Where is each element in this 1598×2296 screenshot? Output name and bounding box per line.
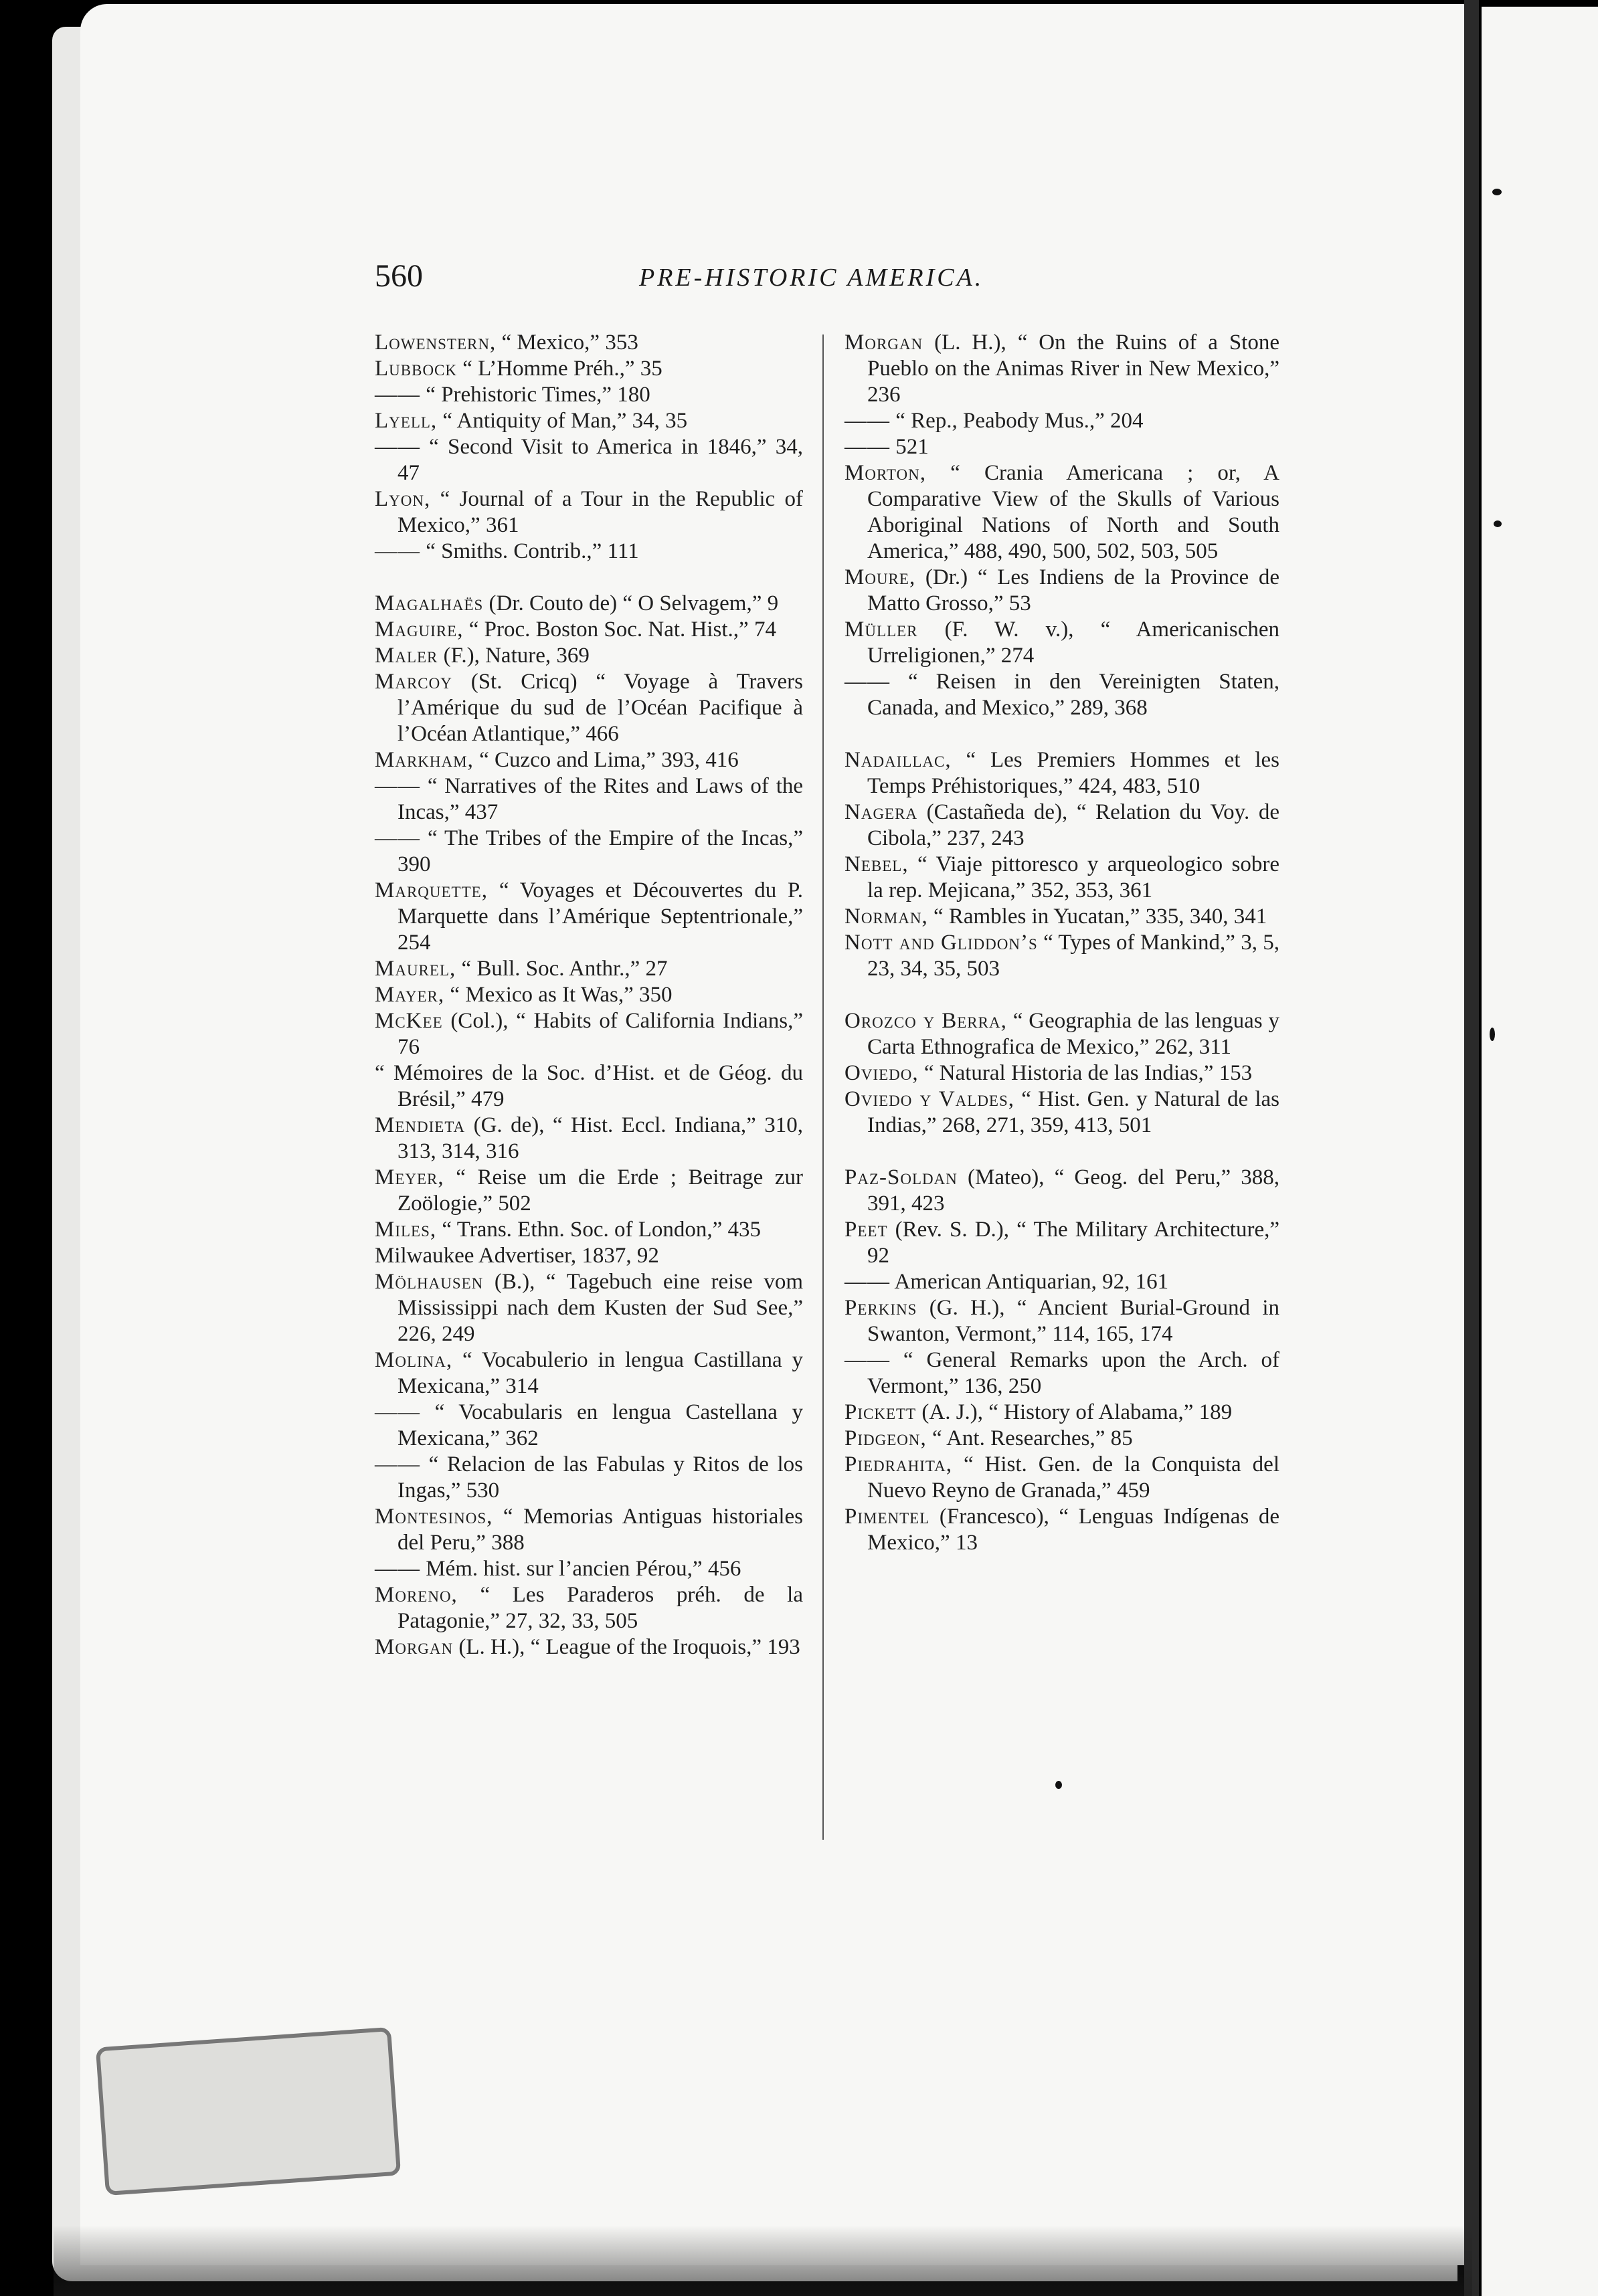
entry-text: “ Hist. Gen. y Natural de las Indias,” 268, 271, 359, 413, 501 <box>867 1087 1280 1137</box>
index-entry <box>375 1556 803 1582</box>
index-entry <box>845 930 1279 982</box>
index-entry <box>375 1217 803 1243</box>
entry-text: (A. J.), “ History of Alabama,” 189 <box>921 1400 1233 1424</box>
index-entry <box>375 356 803 382</box>
entry-author: —— <box>375 774 420 798</box>
entry-text: “ Rep., Peabody Mus.,” 204 <box>895 409 1144 433</box>
entry-author: Markham, <box>375 748 474 772</box>
index-entry <box>845 1426 1279 1452</box>
entry-author: Oviedo y Valdes, <box>845 1087 1015 1111</box>
entry-text: (L. H.), “ League of the Iroquois,” 193 <box>458 1635 800 1659</box>
entry-text: American Antiquarian, 92, 161 <box>894 1270 1169 1294</box>
entry-author: Lowenstern, <box>375 330 497 355</box>
index-entry <box>845 1295 1279 1347</box>
index-entry <box>845 1165 1279 1217</box>
entry-text: (B.), “ Tagebuch eine reise vom Mississippi nach dem Kusten der Sud See,” 226, 249 <box>397 1270 803 1346</box>
index-entry <box>375 617 803 643</box>
entry-text: “ Prehistoric Times,” 180 <box>426 383 650 407</box>
entry-text: “ Cuzco and Lima,” 393, 416 <box>479 748 739 772</box>
index-entry <box>845 669 1279 721</box>
index-entry <box>845 799 1279 852</box>
entry-text: “ Natural Historia de las Indias,” 153 <box>923 1061 1253 1085</box>
entry-text: “ Mexico as It Was,” 350 <box>450 983 673 1007</box>
index-entry <box>845 434 1279 460</box>
entry-text: “ Bull. Soc. Anthr.,” 27 <box>461 957 668 981</box>
entry-author: Mendieta <box>375 1113 466 1137</box>
entry-text: “ Memorias Antiguas historiales del Peru,” 388 <box>397 1505 803 1555</box>
entry-text: “ Hist. Gen. de la Conquista del Nuevo Reyno de Granada,” 459 <box>867 1452 1279 1503</box>
index-entry <box>375 1113 803 1165</box>
index-entry <box>845 1060 1279 1086</box>
entry-text: “ Crania Americana ; or, A Comparative View of the Skulls of Various Aboriginal Nations of North and South America,” 488, 490, 500, 502, 503, 505 <box>867 461 1279 563</box>
entry-text: “ Les Paraderos préh. de la Patagonie,” 27, 32, 33, 505 <box>397 1583 803 1633</box>
entry-author: McKee <box>375 1009 443 1033</box>
index-entry <box>845 330 1279 408</box>
entry-text: “ Types of Mankind,” 3, 5, 23, 34, 35, 503 <box>867 931 1280 981</box>
entry-text: “ Relacion de las Fabulas y Ritos de los Ingas,” 530 <box>397 1452 803 1503</box>
column-divider <box>822 334 824 1840</box>
index-entry <box>845 1400 1279 1426</box>
entry-author: Mölhausen <box>375 1270 484 1294</box>
index-entry <box>845 1452 1279 1504</box>
page-number: 560 <box>375 258 423 294</box>
leaf-mark <box>1492 189 1502 195</box>
entry-author: Orozco y Berra, <box>845 1009 1007 1033</box>
index-entry <box>845 408 1279 434</box>
entry-text: “ Mémoires de la Soc. d’Hist. et de Géog. du Brésil,” 479 <box>375 1061 803 1111</box>
entry-author: Marcoy <box>375 670 452 694</box>
entry-author: Pidgeon, <box>845 1426 927 1450</box>
entry-author: Morgan <box>375 1635 454 1659</box>
index-entry <box>375 1634 803 1660</box>
index-entry <box>375 1243 803 1269</box>
entry-text: “ Proc. Boston Soc. Nat. Hist.,” 74 <box>468 617 776 642</box>
page-title: PRE-HISTORIC AMERICA. <box>639 264 984 292</box>
entry-text: “ Reise um die Erde ; Beitrage zur Zoölogie,” 502 <box>397 1165 804 1216</box>
index-entry <box>375 643 803 669</box>
index-entry <box>375 434 803 486</box>
entry-text: 521 <box>895 435 929 459</box>
index-entry <box>845 1347 1279 1400</box>
entry-text: “ Narratives of the Rites and Laws of the Incas,” 437 <box>397 774 804 824</box>
index-entry <box>845 565 1279 617</box>
index-entry <box>375 1504 803 1556</box>
entry-text: “ Trans. Ethn. Soc. of London,” 435 <box>442 1218 762 1242</box>
next-leaf <box>1482 7 1598 2296</box>
entry-text: “ Vocabulerio in lengua Castillana y Mexicana,” 314 <box>397 1348 803 1398</box>
index-entry <box>845 1504 1279 1556</box>
index-entry <box>845 1269 1279 1295</box>
entry-author: Moure, <box>845 565 916 589</box>
index-entry <box>375 669 803 747</box>
entry-author: Mayer, <box>375 983 445 1007</box>
index-entry <box>375 1008 803 1060</box>
index-entry <box>375 747 803 773</box>
entry-author: —— <box>375 383 420 407</box>
entry-text: “ Reisen in den Vereinigten Staten, Canada, and Mexico,” 289, 368 <box>867 670 1279 720</box>
entry-author: Peet <box>845 1218 888 1242</box>
entry-text: “ Rambles in Yucatan,” 335, 340, 341 <box>933 904 1267 929</box>
entry-text: (Dr.) “ Les Indiens de la Province de Matto Grosso,” 53 <box>867 565 1279 615</box>
index-entry <box>845 460 1279 565</box>
entry-author: Nebel, <box>845 852 909 876</box>
entry-text: (Francesco), “ Lenguas Indígenas de Mexico,” 13 <box>867 1505 1280 1555</box>
index-entry <box>845 1217 1279 1269</box>
index-entry <box>375 1269 803 1347</box>
fore-edge <box>1464 0 1479 2296</box>
index-entry <box>375 382 803 408</box>
entry-text: (F. W. v.), “ Americanischen Urreligionen,” 274 <box>867 617 1280 668</box>
entry-author: Marquette, <box>375 878 488 902</box>
entry-author: Magalhaës <box>375 591 484 615</box>
entry-text: “ Antiquity of Man,” 34, 35 <box>442 409 688 433</box>
index-entry <box>845 747 1279 799</box>
index-entry <box>375 956 803 982</box>
index-entry <box>845 852 1279 904</box>
entry-author: Pimentel <box>845 1505 930 1529</box>
entry-author: —— <box>845 670 890 694</box>
entry-text: “ Mexico,” 353 <box>501 330 638 355</box>
index-entry <box>375 1060 803 1113</box>
entry-text: (F.), Nature, 369 <box>443 644 590 668</box>
entry-author: —— <box>375 435 420 459</box>
index-entry <box>375 878 803 956</box>
index-entry <box>845 1008 1279 1060</box>
entry-text: “ Vocabularis en lengua Castellana y Mexicana,” 362 <box>397 1400 804 1450</box>
entry-author: Morgan <box>845 330 923 355</box>
entry-author: Maurel, <box>375 957 456 981</box>
index-entry <box>375 591 803 617</box>
entry-author: —— <box>845 1270 890 1294</box>
entry-text: “ Voyages et Découvertes du P. Marquette dans l’Amérique Septentrionale,” 254 <box>397 878 804 955</box>
index-entry <box>375 330 803 356</box>
entry-author: Lyon, <box>375 487 431 511</box>
entry-text: (G. de), “ Hist. Eccl. Indiana,” 310, 313, 314, 316 <box>397 1113 803 1163</box>
entry-text: (Rev. S. D.), “ The Military Architecture,” 92 <box>867 1218 1280 1268</box>
index-column-right <box>845 330 1279 1556</box>
entry-text: Mém. hist. sur l’ancien Pérou,” 456 <box>426 1557 741 1581</box>
entry-author: Morton, <box>845 461 927 485</box>
entry-author: —— <box>845 409 890 433</box>
entry-author: Maler <box>375 644 438 668</box>
entry-text: “ L’Homme Préh.,” 35 <box>462 357 662 381</box>
entry-text: “ Les Premiers Hommes et les Temps Préhistoriques,” 424, 483, 510 <box>867 748 1279 798</box>
entry-text: “ Geographia de las lenguas y Carta Ethnografica de Mexico,” 262, 311 <box>867 1009 1280 1059</box>
index-entry <box>375 408 803 434</box>
ink-dot <box>1055 1781 1062 1789</box>
entry-text: “ Second Visit to America in 1846,” 34, 47 <box>397 435 803 485</box>
index-entry <box>375 539 803 565</box>
entry-author: —— <box>845 435 890 459</box>
index-entry <box>375 1400 803 1452</box>
entry-author: —— <box>375 539 420 563</box>
entry-text: Milwaukee Advertiser, 1837, 92 <box>375 1244 659 1268</box>
index-entry <box>375 1165 803 1217</box>
index-entry <box>375 1582 803 1634</box>
entry-author: Molina, <box>375 1348 453 1372</box>
entry-text: (G. H.), “ Ancient Burial-Ground in Swanton, Vermont,” 114, 165, 174 <box>867 1296 1279 1346</box>
entry-author: Nagera <box>845 800 918 824</box>
entry-author: Pickett <box>845 1400 917 1424</box>
entry-author: Müller <box>845 617 918 642</box>
entry-text: (Castañeda de), “ Relation du Voy. de Cibola,” 237, 243 <box>867 800 1279 850</box>
entry-text: (Dr. Couto de) “ O Selvagem,” 9 <box>489 591 779 615</box>
running-head <box>375 258 1392 298</box>
leaf-mark <box>1490 1028 1495 1041</box>
index-column-left <box>375 330 803 1660</box>
entry-author: —— <box>845 1348 890 1372</box>
entry-author: Moreno, <box>375 1583 458 1607</box>
index-entry <box>375 826 803 878</box>
index-entry <box>375 486 803 539</box>
leaf-mark <box>1494 520 1502 527</box>
index-entry <box>375 1452 803 1504</box>
entry-author: Maguire, <box>375 617 464 642</box>
index-entry <box>375 1347 803 1400</box>
entry-author: Nott and Gliddon’s <box>845 931 1038 955</box>
entry-author: Meyer, <box>375 1165 444 1189</box>
index-entry <box>845 904 1279 930</box>
entry-text: “ Viaje pittoresco y arqueologico sobre la rep. Mejicana,” 352, 353, 361 <box>867 852 1279 902</box>
entry-text: (Col.), “ Habits of California Indians,” 76 <box>397 1009 803 1059</box>
entry-author: Piedrahita, <box>845 1452 952 1476</box>
entry-author: —— <box>375 1400 420 1424</box>
entry-author: Norman, <box>845 904 928 929</box>
entry-author: Miles, <box>375 1218 437 1242</box>
entry-author: Perkins <box>845 1296 917 1320</box>
index-entry <box>845 617 1279 669</box>
entry-author: —— <box>375 1452 420 1476</box>
entry-text: (L. H.), “ On the Ruins of a Stone Pueblo on the Animas River in New Mexico,” 236 <box>867 330 1279 407</box>
entry-author: Lubbock <box>375 357 458 381</box>
entry-text: “ General Remarks upon the Arch. of Vermont,” 136, 250 <box>867 1348 1279 1398</box>
entry-text: “ The Tribes of the Empire of the Incas,” 390 <box>397 826 803 876</box>
entry-text: “ Smiths. Contrib.,” 111 <box>426 539 639 563</box>
index-entry <box>375 773 803 826</box>
entry-text: “ Journal of a Tour in the Republic of Mexico,” 361 <box>397 487 803 537</box>
entry-author: Lyell, <box>375 409 438 433</box>
entry-author: Oviedo, <box>845 1061 919 1085</box>
entry-text: “ Ant. Researches,” 85 <box>932 1426 1133 1450</box>
index-entry <box>375 982 803 1008</box>
index-entry <box>845 1086 1279 1139</box>
entry-author: —— <box>375 826 420 850</box>
entry-text: (Mateo), “ Geog. del Peru,” 388, 391, 423 <box>867 1165 1279 1216</box>
bottom-shadow <box>54 2061 1472 2296</box>
entry-author: Montesinos, <box>375 1505 493 1529</box>
entry-author: —— <box>375 1557 420 1581</box>
entry-text: (St. Cricq) “ Voyage à Travers l’Amérique du sud de l’Océan Pacifique à l’Océan Atlantique,” 466 <box>397 670 804 746</box>
entry-author: Nadaillac, <box>845 748 952 772</box>
entry-author: Paz-Soldan <box>845 1165 958 1189</box>
